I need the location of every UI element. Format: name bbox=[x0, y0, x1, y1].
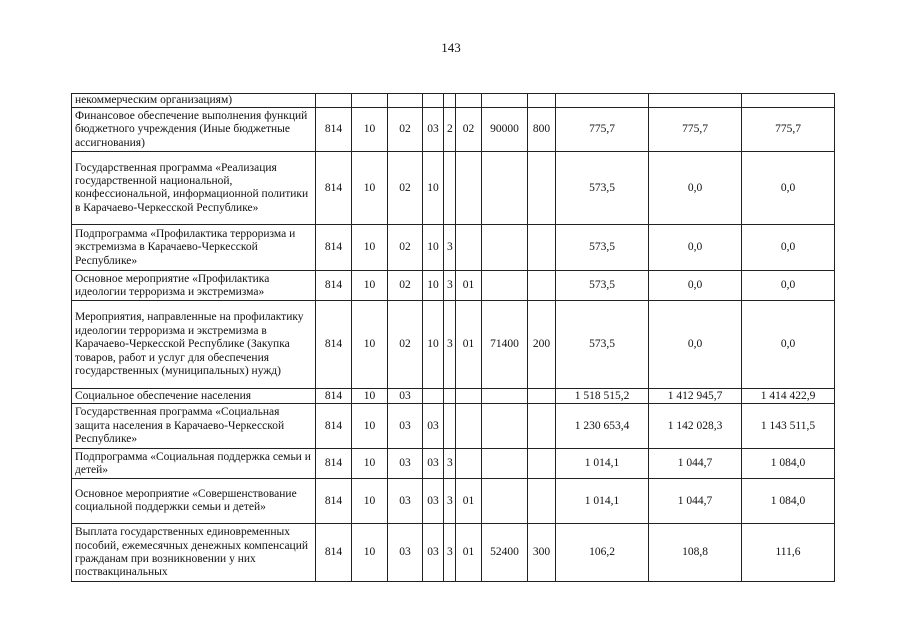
amount-cell: 775,7 bbox=[649, 108, 742, 152]
code-cell: 01 bbox=[456, 271, 482, 301]
amount-cell: 1 414 422,9 bbox=[742, 389, 835, 404]
code-cell: 10 bbox=[423, 225, 444, 271]
row-name: Мероприятия, направленные на профилактику идеологии терроризма и экстремизма в Карачаево-Черкесской Республике (Закупка товаров, работ и услуг для обеспечения государственных (муниципальных) нужд) bbox=[72, 301, 316, 389]
amount-cell: 1 230 653,4 bbox=[556, 404, 649, 449]
code-cell bbox=[482, 404, 528, 449]
row-name: некоммерческим организациям) bbox=[72, 94, 316, 108]
code-cell: 10 bbox=[352, 479, 388, 524]
code-cell bbox=[444, 389, 456, 404]
amount-cell: 111,6 bbox=[742, 524, 835, 582]
amount-cell: 573,5 bbox=[556, 152, 649, 225]
code-cell: 03 bbox=[423, 449, 444, 479]
code-cell bbox=[528, 271, 556, 301]
amount-cell: 1 014,1 bbox=[556, 479, 649, 524]
code-cell: 03 bbox=[388, 479, 423, 524]
code-cell: 10 bbox=[352, 301, 388, 389]
code-cell: 03 bbox=[423, 479, 444, 524]
code-cell: 814 bbox=[316, 449, 352, 479]
code-cell: 3 bbox=[444, 271, 456, 301]
code-cell: 2 bbox=[444, 108, 456, 152]
code-cell: 3 bbox=[444, 524, 456, 582]
code-cell bbox=[456, 404, 482, 449]
code-cell: 52400 bbox=[482, 524, 528, 582]
code-cell: 814 bbox=[316, 225, 352, 271]
code-cell: 3 bbox=[444, 301, 456, 389]
code-cell: 200 bbox=[528, 301, 556, 389]
amount-cell: 1 084,0 bbox=[742, 479, 835, 524]
code-cell: 814 bbox=[316, 301, 352, 389]
table-row bbox=[72, 404, 835, 449]
code-cell bbox=[456, 225, 482, 271]
amount-cell: 1 044,7 bbox=[649, 449, 742, 479]
amount-cell: 108,8 bbox=[649, 524, 742, 582]
code-cell bbox=[482, 389, 528, 404]
code-cell: 02 bbox=[388, 152, 423, 225]
code-cell: 814 bbox=[316, 108, 352, 152]
table-row bbox=[72, 152, 835, 225]
table-row bbox=[72, 301, 835, 389]
amount-cell: 0,0 bbox=[649, 225, 742, 271]
row-name: Основное мероприятие «Профилактика идеологии терроризма и экстремизма» bbox=[72, 271, 316, 301]
code-cell: 03 bbox=[388, 389, 423, 404]
amount-cell: 1 412 945,7 bbox=[649, 389, 742, 404]
budget-table bbox=[71, 93, 835, 582]
table-row bbox=[72, 225, 835, 271]
amount-cell: 573,5 bbox=[556, 271, 649, 301]
amount-cell: 775,7 bbox=[742, 108, 835, 152]
code-cell: 03 bbox=[423, 108, 444, 152]
amount-cell: 1 014,1 bbox=[556, 449, 649, 479]
code-cell bbox=[456, 389, 482, 404]
row-name: Выплата государственных единовременных пособий, ежемесячных денежных компенсаций гражданам при возникновении у них поствакцинальных bbox=[72, 524, 316, 582]
amount-cell bbox=[649, 94, 742, 108]
table-body bbox=[72, 94, 835, 582]
code-cell: 814 bbox=[316, 271, 352, 301]
code-cell: 02 bbox=[388, 225, 423, 271]
code-cell: 10 bbox=[352, 404, 388, 449]
row-name: Финансовое обеспечение выполнения функций бюджетного учреждения (Иные бюджетные ассигнования) bbox=[72, 108, 316, 152]
code-cell: 814 bbox=[316, 479, 352, 524]
code-cell: 03 bbox=[388, 449, 423, 479]
table-row bbox=[72, 449, 835, 479]
code-cell: 3 bbox=[444, 449, 456, 479]
code-cell bbox=[444, 94, 456, 108]
code-cell: 71400 bbox=[482, 301, 528, 389]
table-row bbox=[72, 94, 835, 108]
code-cell bbox=[423, 94, 444, 108]
row-name: Социальное обеспечение населения bbox=[72, 389, 316, 404]
code-cell: 03 bbox=[423, 524, 444, 582]
code-cell: 814 bbox=[316, 524, 352, 582]
amount-cell: 0,0 bbox=[742, 271, 835, 301]
code-cell bbox=[482, 271, 528, 301]
row-name: Подпрограмма «Социальная поддержка семьи и детей» bbox=[72, 449, 316, 479]
amount-cell: 0,0 bbox=[649, 301, 742, 389]
code-cell bbox=[482, 94, 528, 108]
code-cell bbox=[528, 225, 556, 271]
amount-cell bbox=[742, 94, 835, 108]
code-cell: 90000 bbox=[482, 108, 528, 152]
code-cell: 800 bbox=[528, 108, 556, 152]
code-cell: 3 bbox=[444, 479, 456, 524]
code-cell bbox=[456, 449, 482, 479]
amount-cell: 1 142 028,3 bbox=[649, 404, 742, 449]
code-cell bbox=[456, 94, 482, 108]
amount-cell: 1 143 511,5 bbox=[742, 404, 835, 449]
code-cell bbox=[528, 449, 556, 479]
code-cell bbox=[482, 225, 528, 271]
code-cell bbox=[316, 94, 352, 108]
code-cell: 10 bbox=[423, 152, 444, 225]
amount-cell: 1 084,0 bbox=[742, 449, 835, 479]
amount-cell: 0,0 bbox=[742, 301, 835, 389]
code-cell bbox=[528, 94, 556, 108]
code-cell bbox=[528, 152, 556, 225]
table-row bbox=[72, 108, 835, 152]
table-row bbox=[72, 271, 835, 301]
code-cell: 10 bbox=[352, 524, 388, 582]
code-cell bbox=[456, 152, 482, 225]
code-cell bbox=[482, 479, 528, 524]
code-cell: 10 bbox=[423, 271, 444, 301]
code-cell: 02 bbox=[388, 271, 423, 301]
code-cell: 10 bbox=[352, 152, 388, 225]
code-cell: 10 bbox=[352, 225, 388, 271]
code-cell bbox=[388, 94, 423, 108]
amount-cell bbox=[556, 94, 649, 108]
amount-cell: 775,7 bbox=[556, 108, 649, 152]
code-cell: 10 bbox=[352, 271, 388, 301]
code-cell bbox=[482, 152, 528, 225]
row-name: Государственная программа «Реализация государственной национальной, конфессиональной, информационной политики в Карачаево-Черкесской Республике» bbox=[72, 152, 316, 225]
code-cell: 01 bbox=[456, 479, 482, 524]
code-cell: 3 bbox=[444, 225, 456, 271]
amount-cell: 0,0 bbox=[742, 225, 835, 271]
amount-cell: 1 518 515,2 bbox=[556, 389, 649, 404]
code-cell: 01 bbox=[456, 301, 482, 389]
page-number: 143 bbox=[441, 40, 461, 55]
amount-cell: 0,0 bbox=[649, 152, 742, 225]
code-cell: 814 bbox=[316, 404, 352, 449]
code-cell: 10 bbox=[352, 108, 388, 152]
code-cell: 02 bbox=[388, 108, 423, 152]
amount-cell: 1 044,7 bbox=[649, 479, 742, 524]
code-cell: 10 bbox=[352, 389, 388, 404]
code-cell bbox=[528, 404, 556, 449]
row-name: Подпрограмма «Профилактика терроризма и экстремизма в Карачаево-Черкесской Республике» bbox=[72, 225, 316, 271]
code-cell: 10 bbox=[423, 301, 444, 389]
table-row bbox=[72, 524, 835, 582]
row-name: Основное мероприятие «Совершенствование социальной поддержки семьи и детей» bbox=[72, 479, 316, 524]
code-cell bbox=[444, 152, 456, 225]
code-cell: 03 bbox=[388, 524, 423, 582]
code-cell bbox=[444, 404, 456, 449]
code-cell: 10 bbox=[352, 449, 388, 479]
code-cell: 01 bbox=[456, 524, 482, 582]
code-cell bbox=[528, 479, 556, 524]
amount-cell: 573,5 bbox=[556, 225, 649, 271]
code-cell: 300 bbox=[528, 524, 556, 582]
code-cell: 814 bbox=[316, 152, 352, 225]
row-name: Государственная программа «Социальная защита населения в Карачаево-Черкесской Республике» bbox=[72, 404, 316, 449]
code-cell: 03 bbox=[423, 404, 444, 449]
code-cell bbox=[352, 94, 388, 108]
code-cell: 814 bbox=[316, 389, 352, 404]
code-cell bbox=[528, 389, 556, 404]
code-cell bbox=[423, 389, 444, 404]
code-cell: 02 bbox=[456, 108, 482, 152]
amount-cell: 106,2 bbox=[556, 524, 649, 582]
table-row bbox=[72, 389, 835, 404]
amount-cell: 0,0 bbox=[742, 152, 835, 225]
table-row bbox=[72, 479, 835, 524]
code-cell: 03 bbox=[388, 404, 423, 449]
amount-cell: 573,5 bbox=[556, 301, 649, 389]
code-cell bbox=[482, 449, 528, 479]
amount-cell: 0,0 bbox=[649, 271, 742, 301]
code-cell: 02 bbox=[388, 301, 423, 389]
